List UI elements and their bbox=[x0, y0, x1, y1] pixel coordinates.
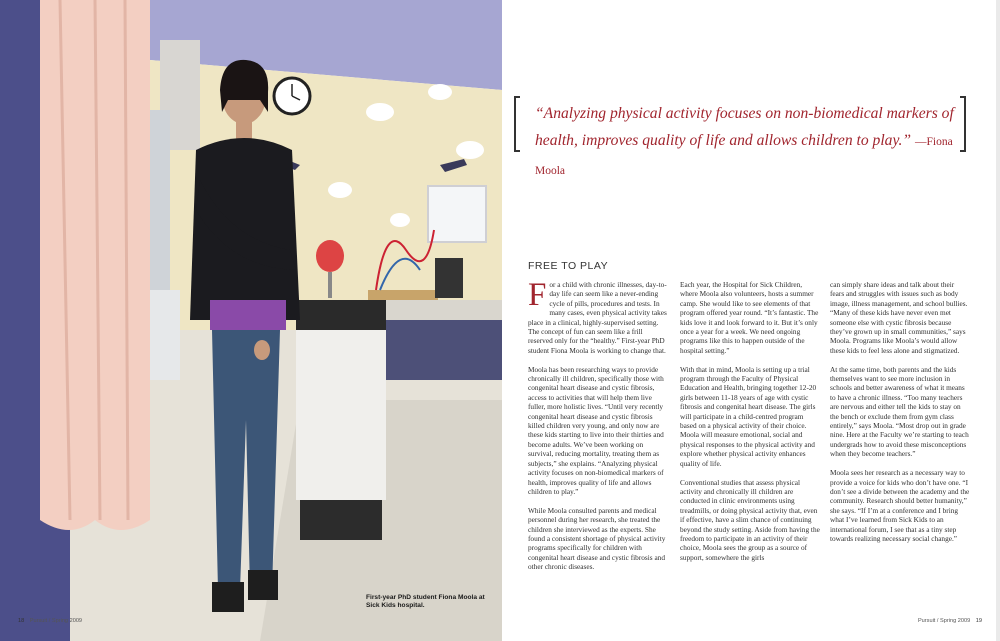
page-number-left: 18 bbox=[18, 618, 25, 624]
paragraph: Each year, the Hospital for Sick Children, where Moola also volunteers, hosts a summer camp. She would like to see elements of that program offered year round. “It’s fantastic. The kids love it and look forward to it. But it’s only once a year for a week. We need ongoing programs like this to happen outside of the hospital setting.” bbox=[680, 280, 819, 355]
page-edge bbox=[996, 0, 1000, 641]
paragraph: Moola sees her research as a necessary way to provide a voice for kids who don’t have one. “I don’t see a divide between the academy and the community. Research should better humanity,” she says. “If I’m at a conference and I bring what I’ve learned from Sick Kids to an international forum, I see that as a tiny step towards realizing necessary social change.” bbox=[830, 468, 970, 543]
pull-quote bbox=[535, 100, 955, 185]
folio-left bbox=[14, 618, 82, 624]
quote-bracket-left bbox=[514, 96, 520, 152]
paragraph: Conventional studies that assess physical activity and chronically ill children are conducted in clinic environments using treadmills, or doing physical activity that, even if effective, have a slim chance of continuing beyond the study setting. Aside from having the freedom to participate in an activity of their choice, Moola sees the group as a source of support, somewhere the girls bbox=[680, 477, 820, 562]
photo-caption: First-year PhD student Fiona Moola at Sick Kids hospital. bbox=[366, 594, 485, 609]
paragraph: Moola has been researching ways to provide chronically ill children, specifically those with congenital heart disease and cystic fibrosis, access to activities that will help them live fuller, more holistic lives. “Until very recently congenital heart disease and cystic fibrosis killed children very young, and only now are these kids starting to live into their thirties and become adults. We’ve been working on survival, reducing mortality, treating them as subjects,” she explains. “Analyzing physical activity focuses on non-biomedical markers of health, improves quality of life and allows children to play.” bbox=[528, 364, 664, 496]
paragraph: can simply share ideas and talk about their fears and struggles with issues such as body image, illness management, and school bullies. “Many of these kids have never even met someone else with cystic fibrosis because they’ve grown up in small communities,” says Moola. Programs like Moola’s would allow these kids to feel less alone and stigmatized. bbox=[830, 280, 968, 355]
drop-cap: F bbox=[528, 277, 547, 313]
folio-text-right: Pursuit / Spring 2009 bbox=[917, 618, 971, 624]
paragraph: At the same time, both parents and the kids themselves want to see more inclusion in schools and better awareness of what it means to have a chronic illness. “Too many teachers are nervous and either tell the kids to stay on the bench or exclude them from gym class entirely,” says Moola. “Most drop out in grade nine. Here at the Faculty we’re starting to teach undergrads how to avoid these misconceptions when they become teachers.” bbox=[830, 364, 969, 459]
paragraph: With that in mind, Moola is setting up a trial program through the Faculty of Physical Education and Health, bringing together 12-20 girls between 11-18 years of age with cystic fibrosis and congenital heart disease. The girls will participate in a child-centred program based on a physical activity of their choice. Moola will measure emotional, social and physical responses to the physical activity and explore whether physical activity enhances quality of life. bbox=[680, 364, 817, 468]
pull-quote-attribution: —Fiona Moola bbox=[535, 136, 953, 177]
quote-bracket-right bbox=[960, 96, 966, 152]
folio-right bbox=[918, 618, 986, 624]
body-column-3 bbox=[830, 280, 970, 553]
body-column-2 bbox=[680, 280, 820, 572]
body-column-1 bbox=[528, 277, 668, 581]
folio-text-left: Pursuit / Spring 2009 bbox=[29, 618, 83, 624]
paragraph: For a child with chronic illnesses, day-to-day life can seem like a never-ending cycle of pills, procedures and tests. In many cases, even physical activity takes place in a clinical, highly-supervised setting. The concept of fun can seem like a frill reserved only for the “healthy.” First-year PhD student Fiona Moola is working to change that. bbox=[528, 277, 667, 355]
section-title: FREE TO PLAY bbox=[528, 260, 609, 272]
paragraph: While Moola consulted parents and medical personnel during her research, she treated the children she interviewed as the experts. She found a consistent shortage of physical activity programs specifically for children with congenital heart disease and cystic fibrosis and other chronic diseases. bbox=[528, 505, 666, 572]
pull-quote-text: “Analyzing physical activity focuses on non-biomedical markers of health, improves quality of life and allows children to play.” bbox=[535, 105, 954, 149]
page-number-right: 19 bbox=[975, 618, 982, 624]
